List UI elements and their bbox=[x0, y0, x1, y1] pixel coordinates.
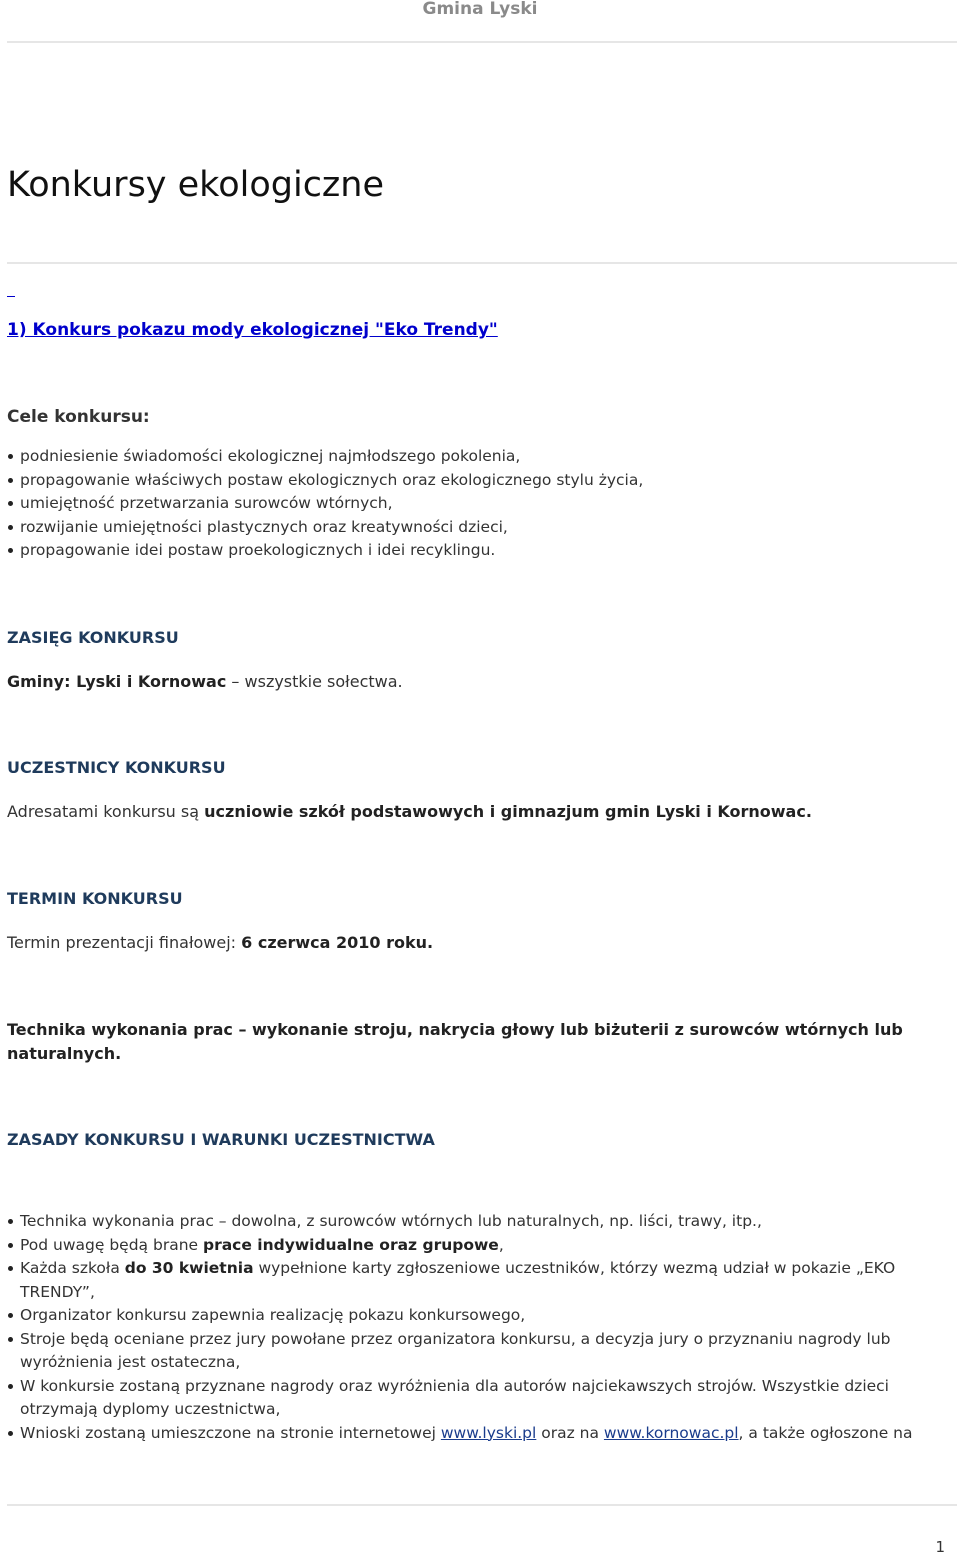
list-item: Technika wykonania prac – dowolna, z surowców wtórnych lub naturalnych, np. liści, trawy, itp., bbox=[7, 1210, 952, 1234]
participants-lead: Adresatami konkursu są bbox=[7, 802, 205, 821]
rule-text: wypełnione karty zgłoszeniowe uczestników, którzy wezmą udział w pokazie „EKO TRENDY”, bbox=[20, 1259, 896, 1301]
participants-bold: uczniowie szkół podstawowych i gimnazjum gmin Lyski i Kornowac. bbox=[204, 802, 812, 821]
list-item: rozwijanie umiejętności plastycznych oraz kreatywności dzieci, bbox=[7, 516, 947, 540]
list-item: umiejętność przetwarzania surowców wtórnych, bbox=[7, 492, 947, 516]
deadline-bold: 6 czerwca 2010 roku. bbox=[241, 933, 434, 952]
list-item bbox=[7, 1257, 952, 1304]
rule-bold: prace indywidualne oraz grupowe bbox=[202, 1235, 499, 1254]
technique-text: Technika wykonania prac – wykonanie stroju, nakrycia głowy lub biżuterii z surowców wtórnych lub naturalnych. bbox=[7, 1020, 903, 1063]
rule-text: Pod uwagę będą brane bbox=[20, 1235, 203, 1254]
deadline-lead: Termin prezentacji finałowej: bbox=[7, 933, 242, 952]
page-number: 1 bbox=[935, 1538, 945, 1556]
list-item: Organizator konkursu zapewnia realizację pokazu konkursowego, bbox=[7, 1304, 952, 1328]
scope-rest: – wszystkie sołectwa. bbox=[226, 672, 403, 691]
participants-heading: UCZESTNICY KONKURSU bbox=[7, 758, 226, 777]
rule-bold: do 30 kwietnia bbox=[124, 1259, 254, 1277]
list-item bbox=[7, 1234, 952, 1258]
anchor-underscore bbox=[7, 296, 15, 297]
site-name: Gmina Lyski bbox=[422, 0, 538, 19]
list-item: Stroje będą oceniane przez jury powołane przez organizatora konkursu, a decyzja jury o przyznaniu nagrody lub wyróżnienia jest ostateczna, bbox=[7, 1328, 952, 1375]
list-item bbox=[7, 1422, 952, 1446]
rules-heading: ZASADY KONKURSU I WARUNKI UCZESTNICTWA bbox=[7, 1130, 435, 1149]
title-divider bbox=[7, 262, 957, 264]
goals-list bbox=[7, 445, 947, 563]
rule-text: Wnioski zostaną umieszczone na stronie internetowej bbox=[20, 1423, 441, 1442]
list-item: podniesienie świadomości ekologicznej najmłodszego pokolenia, bbox=[7, 445, 947, 469]
deadline-heading: TERMIN KONKURSU bbox=[7, 889, 183, 908]
list-item: propagowanie idei postaw proekologicznych i idei recyklingu. bbox=[7, 539, 947, 563]
rule-text: , a także ogłoszone na bbox=[738, 1423, 913, 1442]
contest-link[interactable]: 1) Konkurs pokazu mody ekologicznej "Eko Trendy" bbox=[7, 320, 498, 340]
header-divider bbox=[7, 41, 957, 43]
scope-heading: ZASIĘG KONKURSU bbox=[7, 628, 179, 647]
rule-text: , bbox=[498, 1235, 504, 1254]
rules-list bbox=[7, 1210, 952, 1445]
scope-text bbox=[7, 670, 947, 694]
list-item: W konkursie zostaną przyznane nagrody oraz wyróżnienia dla autorów najciekawszych strojów. Wszystkie dzieci otrzymają dyplomy uczestnictwa, bbox=[7, 1375, 952, 1422]
participants-text bbox=[7, 800, 947, 824]
deadline-text bbox=[7, 931, 947, 955]
goals-heading: Cele konkursu: bbox=[7, 407, 150, 427]
rule-text: oraz na bbox=[536, 1423, 604, 1442]
page-title: Konkursy ekologiczne bbox=[7, 165, 385, 205]
rule-text: Każda szkoła bbox=[20, 1259, 125, 1277]
kornowac-link[interactable]: www.kornowac.pl bbox=[603, 1423, 739, 1442]
list-item: propagowanie właściwych postaw ekologicznych oraz ekologicznego stylu życia, bbox=[7, 469, 947, 493]
lyski-link[interactable]: www.lyski.pl bbox=[440, 1423, 537, 1442]
scope-bold: Gminy: Lyski i Kornowac bbox=[7, 672, 227, 691]
footer-divider bbox=[7, 1504, 957, 1506]
